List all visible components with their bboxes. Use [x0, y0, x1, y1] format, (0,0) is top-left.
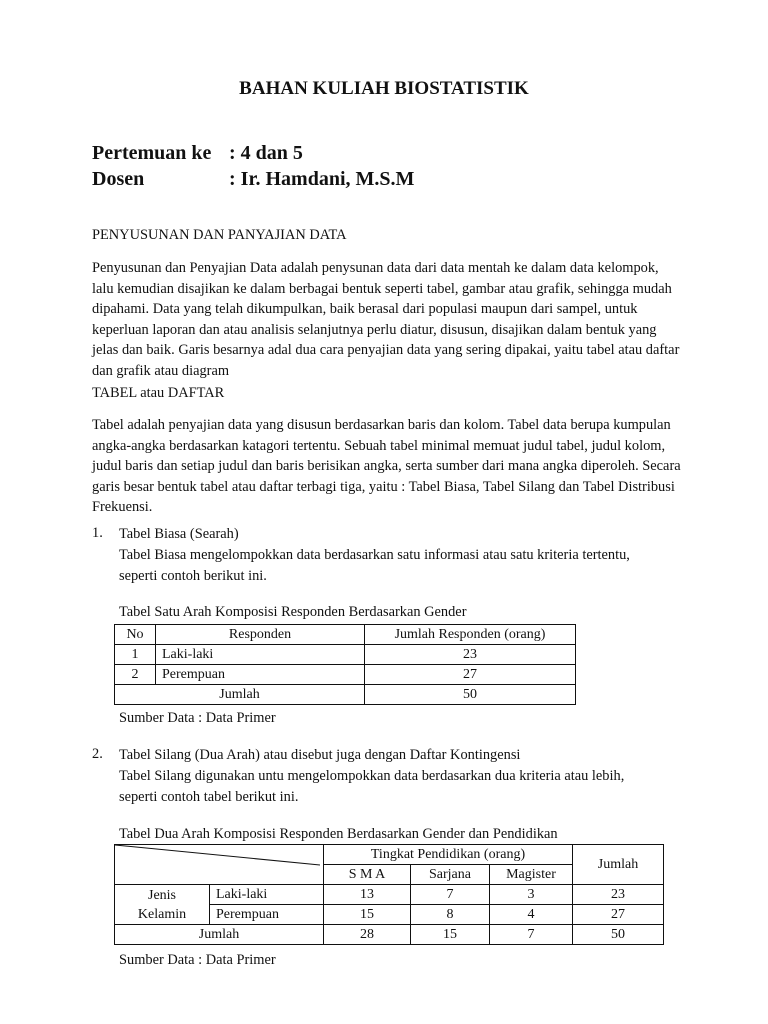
table-header-row: [115, 845, 664, 865]
dosen-label: Dosen: [92, 168, 145, 190]
header-jumlah-responden: Jumlah Responden (orang): [365, 625, 576, 645]
section-heading: PENYUSUNAN DAN PANYAJIAN DATA: [92, 227, 347, 243]
item1-desc-line2: seperti contoh berikut ini.: [119, 568, 267, 584]
table-dua-arah-wrapper: [114, 844, 664, 952]
subheader-sarjana: Sarjana: [411, 865, 490, 885]
pertemuan-value: : 4 dan 5: [229, 142, 303, 164]
tabel-heading: TABEL atau DAFTAR: [92, 385, 225, 401]
row-jumlah: 27: [365, 665, 576, 685]
pertemuan-label: Pertemuan ke: [92, 142, 212, 164]
table-row: [115, 665, 576, 685]
row-responden: Laki-laki: [156, 645, 365, 665]
item2-desc-line2: seperti contoh tabel berikut ini.: [119, 789, 299, 805]
table-row: [115, 645, 576, 665]
item2-source: Sumber Data : Data Primer: [119, 952, 276, 968]
item1-number: 1.: [92, 525, 103, 541]
subheader-magister: Magister: [490, 865, 573, 885]
total-jumlah: 50: [573, 925, 664, 945]
total-label: Jumlah: [115, 925, 324, 945]
cell-sma: 15: [324, 905, 411, 925]
item1-desc-line1: Tabel Biasa mengelompokkan data berdasarkan satu informasi atau satu kriteria tertentu,: [119, 547, 630, 563]
item2-title: Tabel Silang (Dua Arah) atau disebut juga dengan Daftar Kontingensi: [119, 747, 521, 763]
item1-table-caption: Tabel Satu Arah Komposisi Responden Berdasarkan Gender: [119, 604, 467, 620]
cell-sarjana: 8: [411, 905, 490, 925]
meta-pertemuan: [0, 142, 768, 166]
row-group-label-line1: Jenis: [148, 887, 176, 903]
item2-number: 2.: [92, 746, 103, 762]
document-title: BAHAN KULIAH BIOSTATISTIK: [239, 78, 529, 99]
total-sma: 28: [324, 925, 411, 945]
item2-desc-line1: Tabel Silang digunakan untu mengelompokkan data berdasarkan dua kriteria atau lebih,: [119, 768, 625, 784]
total-sarjana: 15: [411, 925, 490, 945]
table-header-row: [115, 625, 576, 645]
table-dua-arah: [114, 844, 664, 945]
row-jumlah: 23: [365, 645, 576, 665]
intro-paragraph: Penyusunan dan Penyajian Data adalah penysunan data dari data mentah ke dalam data kelompok, lalu kemudian disajikan ke dalam berbagai bentuk seperti tabel, gambar atau grafik, sehingga mudah dipahami. Data yang telah dikumpulkan, baik berasal dari populasi maupun dari sampel, untuk keperluan laporan dan atau analisis selanjutnya perlu diatur, disusun, disajikan dalam bentuk yang jelas dan baik. Garis besarnya adal dua cara penyajian data yang sering dipakai, yaitu tabel atau daftar dan grafik atau diagram: [92, 260, 680, 379]
row-group-label: [115, 885, 210, 925]
tabel-paragraph: Tabel adalah penyajian data yang disusun berdasarkan baris dan kolom. Tabel data berupa kumpulan angka-angka berdasarkan katagori tertentu. Sebuah tabel minimal memuat judul tabel, judul kolom, judul baris dan setiap judul dan baris berisikan angka, serta sumber dari mana angka diperoleh. Secara garis besar bentuk tabel atau daftar terbagi tiga, yaitu : Tabel Biasa, Tabel Silang dan Tabel Distribusi Frekuensi.: [92, 417, 681, 515]
table-satu-arah: [114, 624, 576, 705]
total-label: Jumlah: [115, 685, 365, 705]
row-label: Perempuan: [210, 905, 324, 925]
header-responden: Responden: [156, 625, 365, 645]
cell-magister: 3: [490, 885, 573, 905]
cell-jumlah: 23: [573, 885, 664, 905]
diagonal-header-cell: [115, 845, 324, 885]
row-group-label-line2: Kelamin: [137, 906, 187, 922]
total-magister: 7: [490, 925, 573, 945]
dosen-value: : Ir. Hamdani, M.S.M: [229, 168, 415, 190]
table-total-row: [115, 925, 664, 945]
meta-dosen: [0, 168, 768, 192]
table-row: [115, 885, 664, 905]
row-responden: Perempuan: [156, 665, 365, 685]
subheader-sma: S M A: [324, 865, 411, 885]
cell-sma: 13: [324, 885, 411, 905]
row-no: 1: [115, 645, 156, 665]
total-value: 50: [365, 685, 576, 705]
group-header: Tingkat Pendidikan (orang): [324, 845, 573, 865]
header-no: No: [115, 625, 156, 645]
item1-source: Sumber Data : Data Primer: [119, 710, 276, 726]
item2-table-caption: Tabel Dua Arah Komposisi Responden Berdasarkan Gender dan Pendidikan: [119, 826, 558, 842]
cell-sarjana: 7: [411, 885, 490, 905]
jumlah-header: Jumlah: [573, 845, 664, 885]
row-label: Laki-laki: [210, 885, 324, 905]
row-no: 2: [115, 665, 156, 685]
item1-title: Tabel Biasa (Searah): [119, 526, 239, 542]
table-total-row: [115, 685, 576, 705]
cell-jumlah: 27: [573, 905, 664, 925]
cell-magister: 4: [490, 905, 573, 925]
